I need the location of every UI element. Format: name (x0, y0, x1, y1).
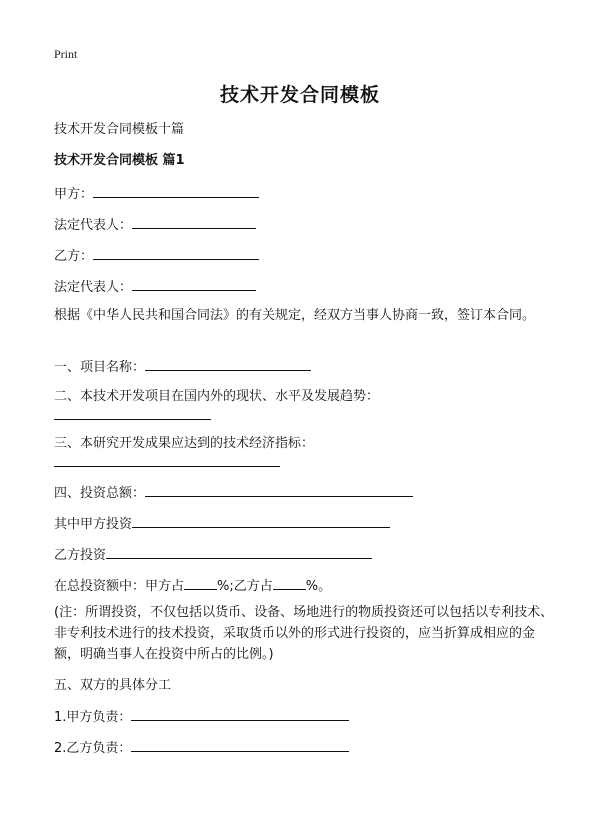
party-b-row (54, 246, 259, 265)
ratio-text-2: %;乙方占 (217, 579, 273, 594)
party-b-rep-blank[interactable] (132, 277, 256, 291)
item2-label: 二、本技术开发项目在国内外的现状、水平及发展趋势： (54, 389, 380, 404)
item1-blank[interactable] (145, 357, 311, 371)
item3-label: 三、本研究开发成果应达到的技术经济指标： (54, 436, 315, 451)
ratio-row (54, 576, 331, 595)
duty-b-row (54, 738, 349, 757)
item4-row (54, 483, 413, 502)
party-a-blank[interactable] (93, 184, 259, 198)
party-a-invest-blank[interactable] (132, 514, 390, 528)
duty-a-row (54, 707, 349, 726)
item2-blank[interactable] (54, 418, 211, 420)
party-a-rep-label: 法定代表人： (54, 218, 133, 233)
intro-paragraph: 根据《中华人民共和国合同法》的有关规定，经双方当事人协商一致，签订本合同。 (54, 308, 536, 323)
item4-label: 四、投资总额： (54, 486, 146, 501)
party-b-invest-blank[interactable] (106, 545, 372, 559)
party-b-rep-label: 法定代表人： (54, 280, 133, 295)
party-b-invest-label: 乙方投资 (54, 548, 107, 563)
party-b-ratio-blank[interactable] (273, 576, 306, 590)
document-subtitle: 技术开发合同模板十篇 (54, 122, 185, 137)
party-b-invest-row (54, 545, 372, 564)
duty-a-label: 1.甲方负责： (54, 710, 132, 725)
item5-label: 五、双方的具体分工 (54, 678, 172, 693)
item1-row (54, 357, 311, 376)
duty-b-label: 2.乙方负责： (54, 741, 132, 756)
ratio-text-3: %。 (305, 579, 332, 594)
duty-b-blank[interactable] (131, 738, 349, 752)
duty-a-blank[interactable] (131, 707, 349, 721)
party-a-label: 甲方： (54, 187, 94, 202)
ratio-text-1: 在总投资额中：甲方占 (54, 579, 185, 594)
print-label: Print (54, 47, 78, 61)
party-a-invest-row (54, 514, 390, 533)
party-a-invest-label: 其中甲方投资 (54, 517, 133, 532)
section-heading: 技术开发合同模板 篇1 (54, 153, 185, 168)
note-paragraph: (注：所谓投资，不仅包括以货币、设备、场地进行的物质投资还可以包括以专利技术、非专利技术进行的技术投资，采取货币以外的形式进行投资的，应当折算成相应的金额，明确当事人在投资中所占的比例。) (54, 605, 554, 662)
party-a-row (54, 184, 259, 203)
item4-blank[interactable] (145, 483, 413, 497)
item3-blank[interactable] (54, 465, 280, 467)
page-title: 技术开发合同模板 (219, 84, 380, 106)
party-b-rep-row (54, 277, 256, 296)
party-a-ratio-blank[interactable] (184, 576, 217, 590)
party-b-label: 乙方： (54, 249, 94, 264)
party-a-rep-blank[interactable] (132, 215, 256, 229)
party-b-blank[interactable] (93, 246, 259, 260)
item1-label: 一、项目名称： (54, 360, 146, 375)
party-a-rep-row (54, 215, 256, 234)
